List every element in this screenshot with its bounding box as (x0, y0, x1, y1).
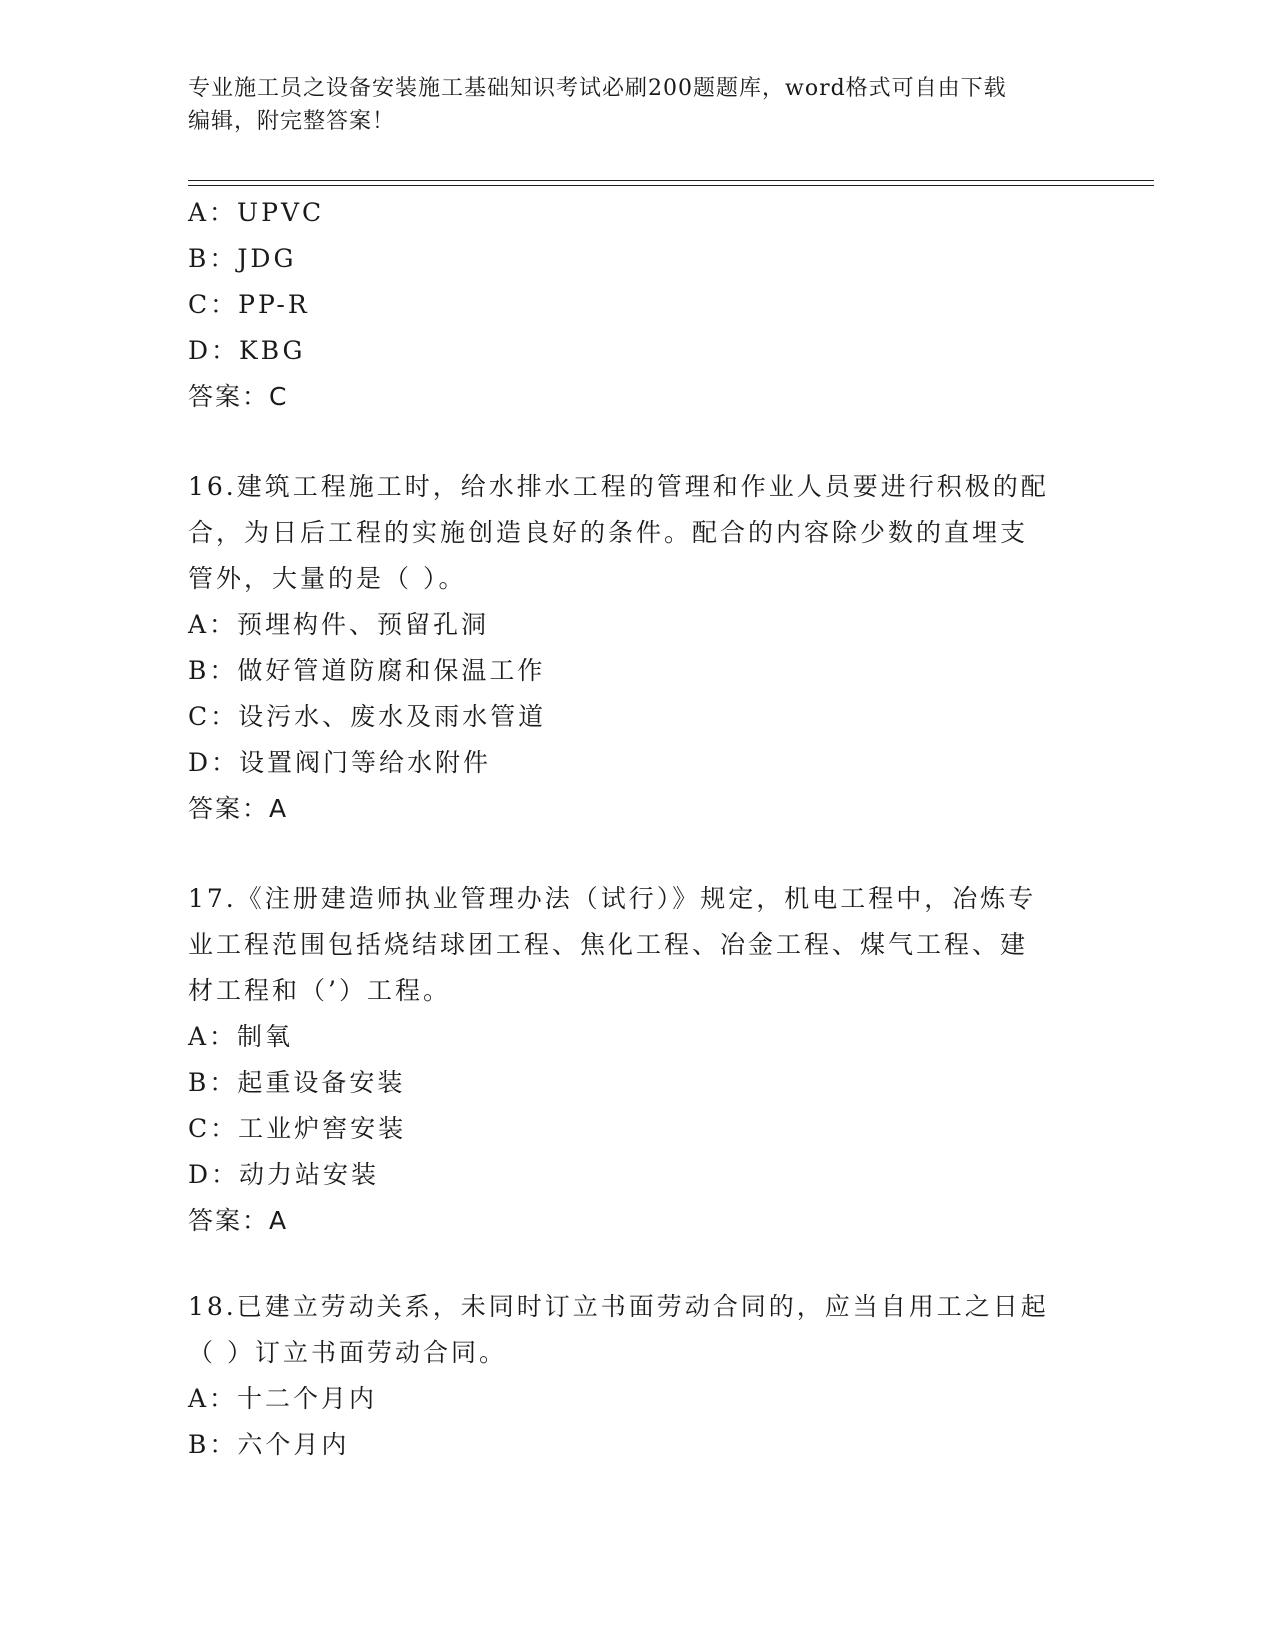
option-c: C：设污水、废水及雨水管道 (188, 702, 547, 731)
option-a: A：预埋构件、预留孔洞 (188, 610, 490, 639)
header-line-1: 专业施工员之设备安装施工基础知识考试必刷200题题库，word格式可自由下载 (188, 76, 1007, 101)
document-header (188, 72, 1068, 138)
answer: 答案：A (188, 794, 289, 823)
question-text-line: 16.建筑工程施工时，给水排水工程的管理和作业人员要进行积极的配 (188, 472, 1049, 501)
question-text-line: 17.《注册建造师执业管理办法（试行）》规定，机电工程中，冶炼专 (188, 884, 1037, 913)
header-rule-top (188, 180, 1154, 181)
question-text-line: 18.已建立劳动关系，未同时订立书面劳动合同的，应当自用工之日起 (188, 1292, 1049, 1321)
document-body (188, 190, 1078, 1468)
option-d: D：设置阀门等给水附件 (188, 748, 492, 777)
header-rule-bottom (188, 185, 1154, 186)
option-d: D：KBG (188, 336, 306, 365)
answer: 答案：C (188, 382, 289, 411)
question-text-line: 业工程范围包括烧结球团工程、焦化工程、冶金工程、煤气工程、建 (188, 930, 1029, 959)
option-b: B：六个月内 (188, 1430, 350, 1459)
question-16 (188, 464, 1078, 832)
question-text-line: （ ）订立书面劳动合同。 (188, 1338, 507, 1367)
question-text-line: 材工程和（’）工程。 (188, 976, 451, 1005)
option-a: A：UPVC (188, 198, 325, 227)
answer: 答案：A (188, 1206, 289, 1235)
option-a: A：制氧 (188, 1022, 294, 1051)
question-text-line: 合，为日后工程的实施创造良好的条件。配合的内容除少数的直埋支 (188, 518, 1029, 547)
question-17 (188, 876, 1078, 1244)
option-b: B：起重设备安装 (188, 1068, 406, 1097)
option-b: B：做好管道防腐和保温工作 (188, 656, 546, 685)
option-c: C：工业炉窖安装 (188, 1114, 407, 1143)
option-b: B：JDG (188, 244, 297, 273)
question-15 (188, 190, 1078, 420)
header-line-2: 编辑，附完整答案！ (188, 109, 396, 134)
option-d: D：动力站安装 (188, 1160, 380, 1189)
question-text-line: 管外，大量的是（ ）。 (188, 564, 467, 593)
option-a: A：十二个月内 (188, 1384, 378, 1413)
option-c: C：PP-R (188, 290, 310, 319)
question-18 (188, 1284, 1078, 1468)
